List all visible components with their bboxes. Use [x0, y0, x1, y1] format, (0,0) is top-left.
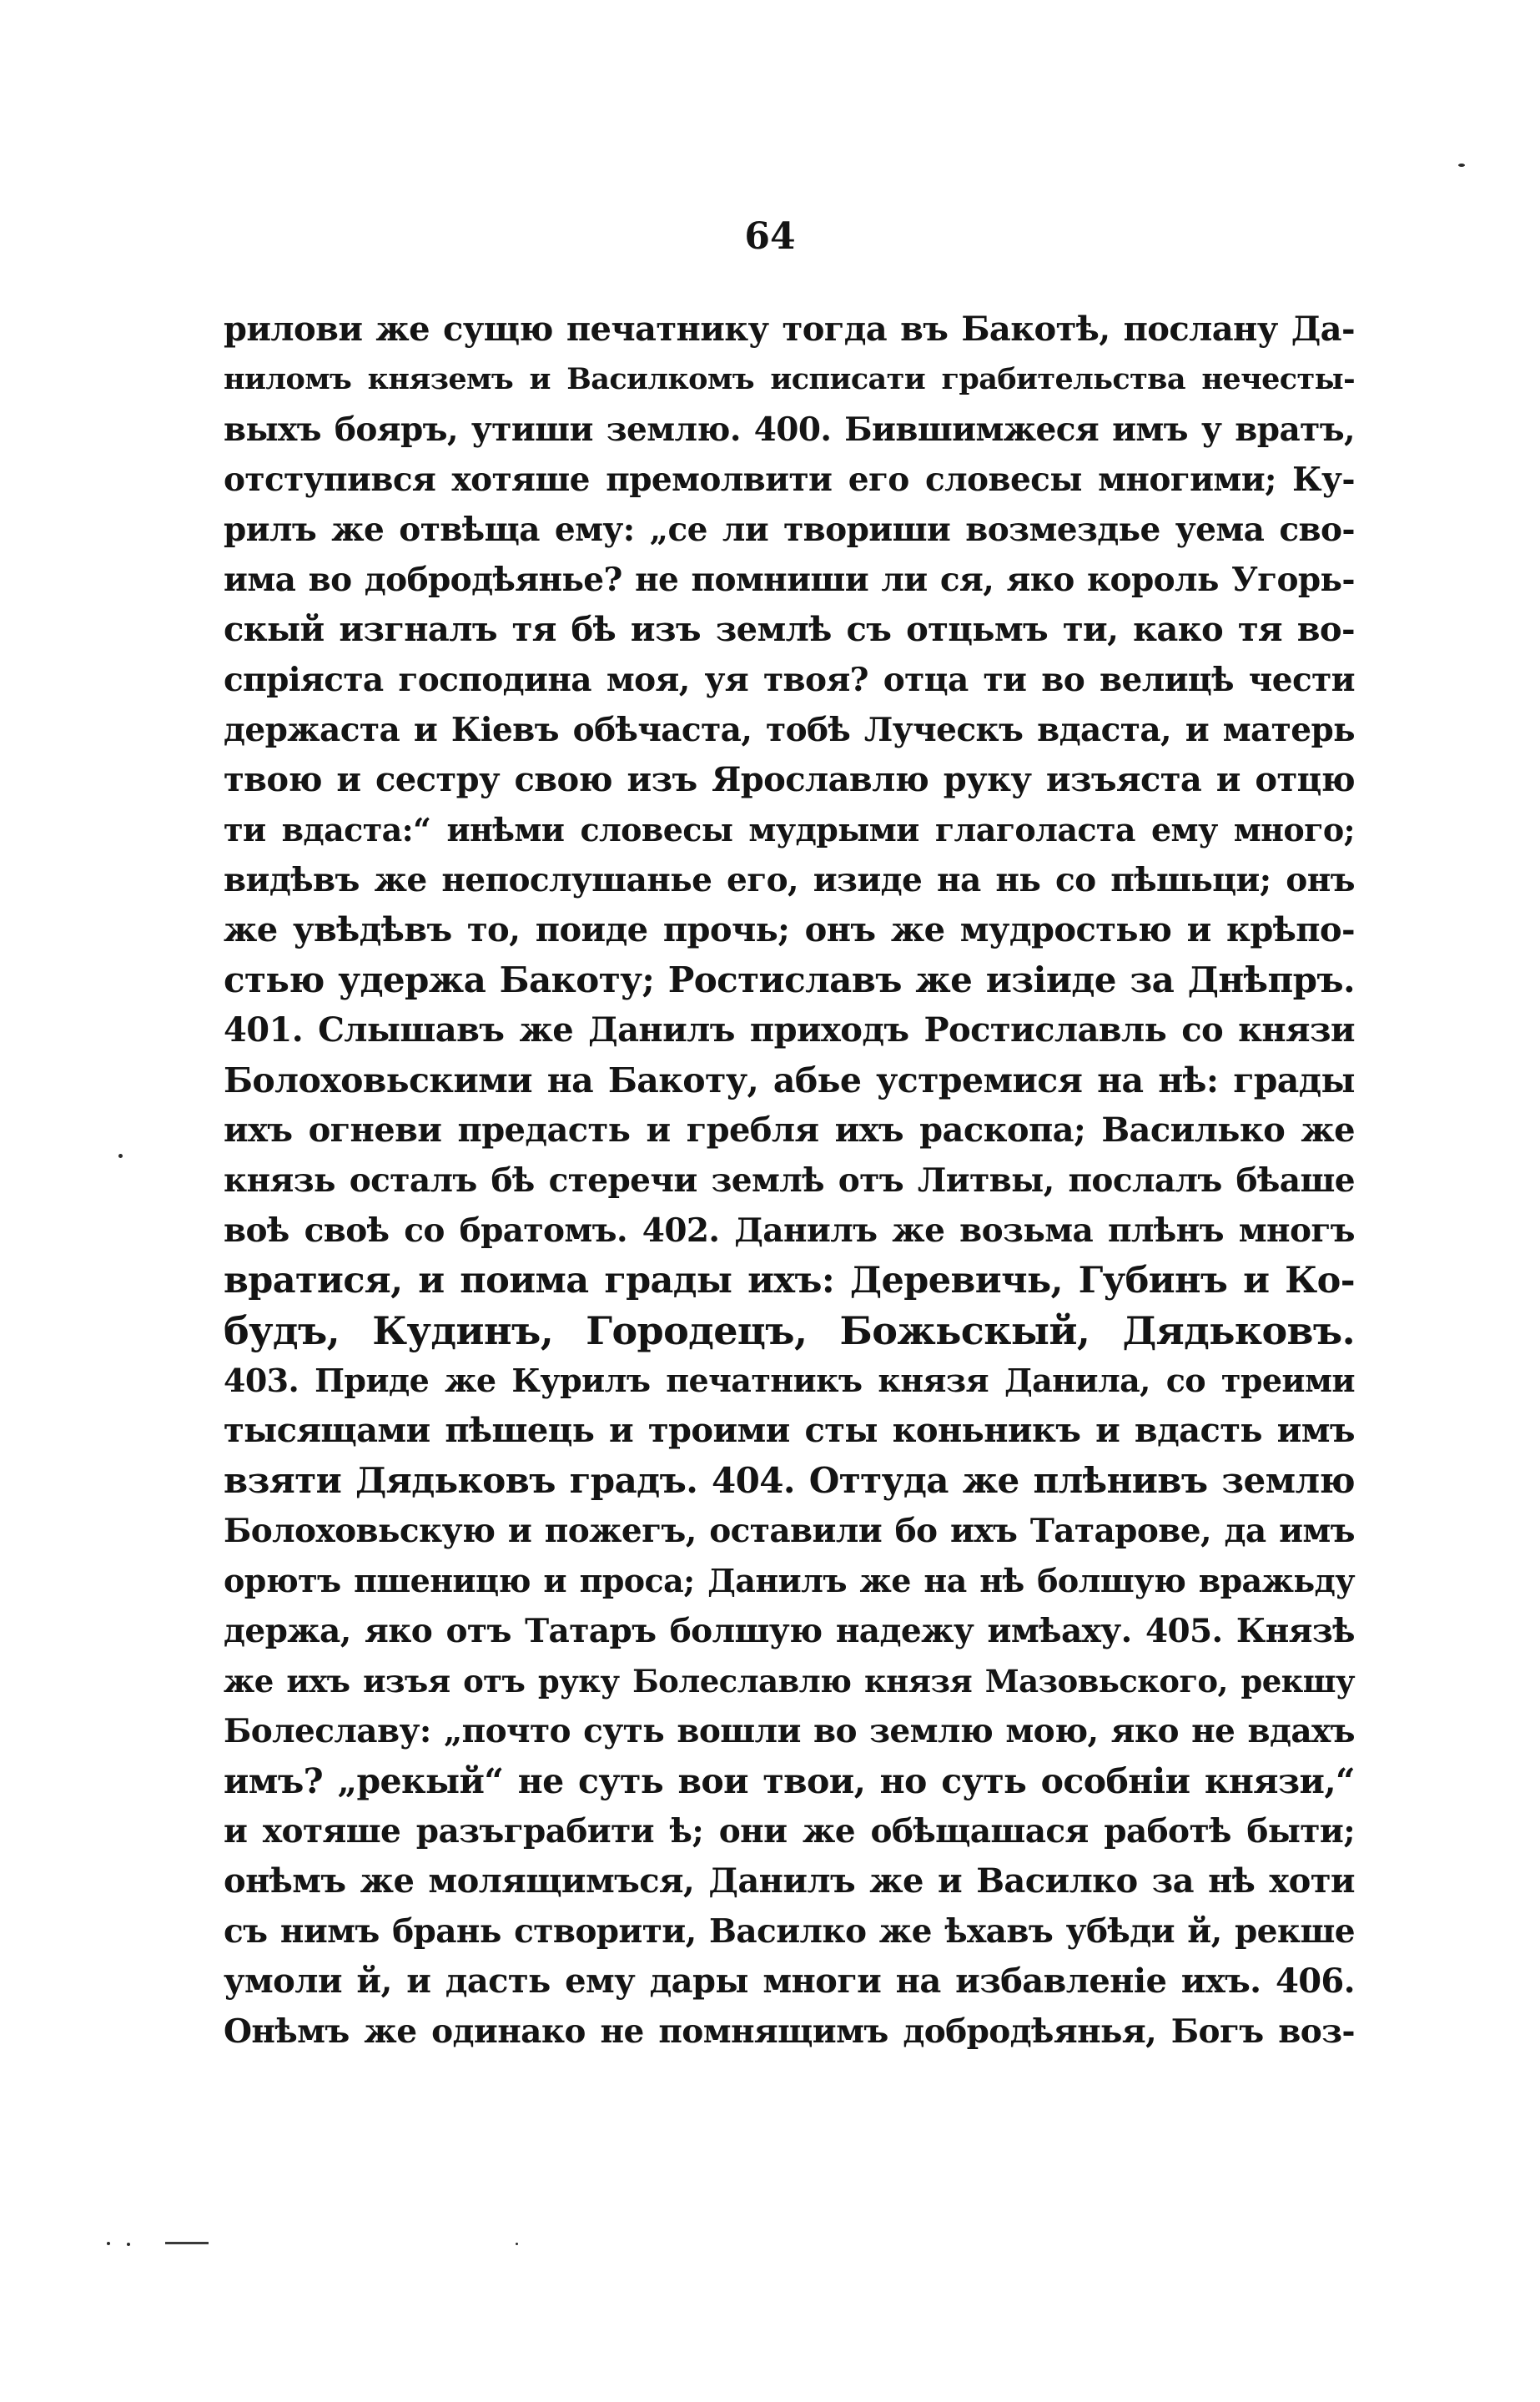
text-line: има во добродѣянье? не помниши ли ся, яко король Угорь- [224, 561, 1355, 599]
text-line: стью удержа Бакоту; Ростиславъ же изіиде за Днѣпръ. [224, 959, 1355, 1000]
text-line: отступився хотяше премолвити его словесы многими; Ку- [224, 461, 1355, 499]
text-line: скый изгналъ тя бѣ изъ землѣ съ отцьмъ ти, како тя во- [224, 610, 1355, 649]
text-line: взяти Дядьковъ градъ. 404. Оттуда же плѣнивъ землю [224, 1460, 1355, 1501]
text-line: вратися, и поима грады ихъ: Деревичь, Губинъ и Ко- [224, 1260, 1355, 1302]
scan-speck [127, 2243, 130, 2246]
text-line: держа, яко отъ Татаръ болшую надежу имѣаху. 405. Князѣ [224, 1612, 1355, 1650]
text-line: онѣмъ же молящимъся, Данилъ же и Василко за нѣ хоти [224, 1861, 1355, 1901]
text-line: съ нимъ брань створити, Василко же ѣхавъ убѣди й, рекше [224, 1912, 1355, 1951]
text-line: видѣвъ же непослушанье его, изиде на нь со пѣшьци; онъ [224, 861, 1355, 899]
text-line: 403. Приде же Курилъ печатникъ князя Данила, со треими [224, 1362, 1355, 1399]
scan-speck [118, 1154, 123, 1158]
text-line: же ихъ изъя отъ руку Болеславлю князя Мазовьского, рекшу [224, 1663, 1355, 1700]
scan-speck [516, 2243, 518, 2245]
text-line: рилъ же отвѣща ему: „се ли твориши возмездье уема сво- [224, 511, 1355, 549]
text-line: же увѣдѣвъ то, поиде прочь; онъ же мудростью и крѣпо- [224, 910, 1355, 949]
text-line: держаста и Кіевъ обѣчаста, тобѣ Луческъ вдаста, и матерь [224, 711, 1355, 749]
text-line: выхъ бояръ, утиши землю. 400. Бившимжеся имъ у вратъ, [224, 410, 1355, 449]
text-line: Онѣмъ же одинако не помнящимъ добродѣянья, Богъ воз- [224, 2012, 1355, 2051]
text-line: Болоховьскими на Бакоту, абье устремися на нѣ: грады [224, 1060, 1355, 1100]
text-line: умоли й, и дасть ему дары многи на избавленіе ихъ. 406. [224, 1961, 1355, 2001]
text-line: рилови же сущю печатнику тогда въ Бакотѣ, послану Да- [224, 310, 1355, 349]
text-line: 401. Слышавъ же Данилъ приходъ Ростиславль со князи [224, 1010, 1355, 1050]
text-line: князь осталъ бѣ стеречи землѣ отъ Литвы, послалъ бѣаше [224, 1161, 1355, 1200]
scan-speck [107, 2242, 110, 2245]
body-text [224, 305, 1355, 2057]
text-line: ниломъ княземъ и Василкомъ исписати грабительства нечесты- [224, 362, 1355, 396]
scan-smudge [165, 2242, 209, 2244]
text-line: спріяста господина моя, уя твоя? отца ти во велицѣ чести [224, 661, 1355, 699]
text-line: будъ, Кудинъ, Городецъ, Божьскый, Дядьковъ. [224, 1308, 1355, 1353]
text-line: орютъ пшеницю и проса; Данилъ же на нѣ болшую вражьду [224, 1562, 1355, 1599]
text-line: тысящами пѣшець и троими сты коньникъ и вдасть имъ [224, 1411, 1355, 1450]
page-number: 64 [744, 215, 796, 258]
text-line: ти вдаста:“ инѣми словесы мудрыми глаголаста ему много; [224, 811, 1355, 849]
text-line: и хотяше разъграбити ѣ; они же обѣщашася работѣ быти; [224, 1812, 1355, 1851]
text-line: ихъ огневи предасть и гребля ихъ раскопа; Василько же [224, 1110, 1355, 1150]
text-line: имъ? „рекый“ не суть вои твои, но суть особніи князи,“ [224, 1761, 1355, 1801]
text-line: Болеславу: „почто суть вошли во землю мою, яко не вдахъ [224, 1712, 1355, 1750]
text-line: Болоховьскую и пожегъ, оставили бо ихъ Татарове, да имъ [224, 1512, 1355, 1550]
text-line: твою и сестру свою изъ Ярославлю руку изъяста и отцю [224, 760, 1355, 799]
scan-speck [1458, 164, 1465, 167]
text-line: воѣ своѣ со братомъ. 402. Данилъ же возьма плѣнъ многъ [224, 1211, 1355, 1250]
